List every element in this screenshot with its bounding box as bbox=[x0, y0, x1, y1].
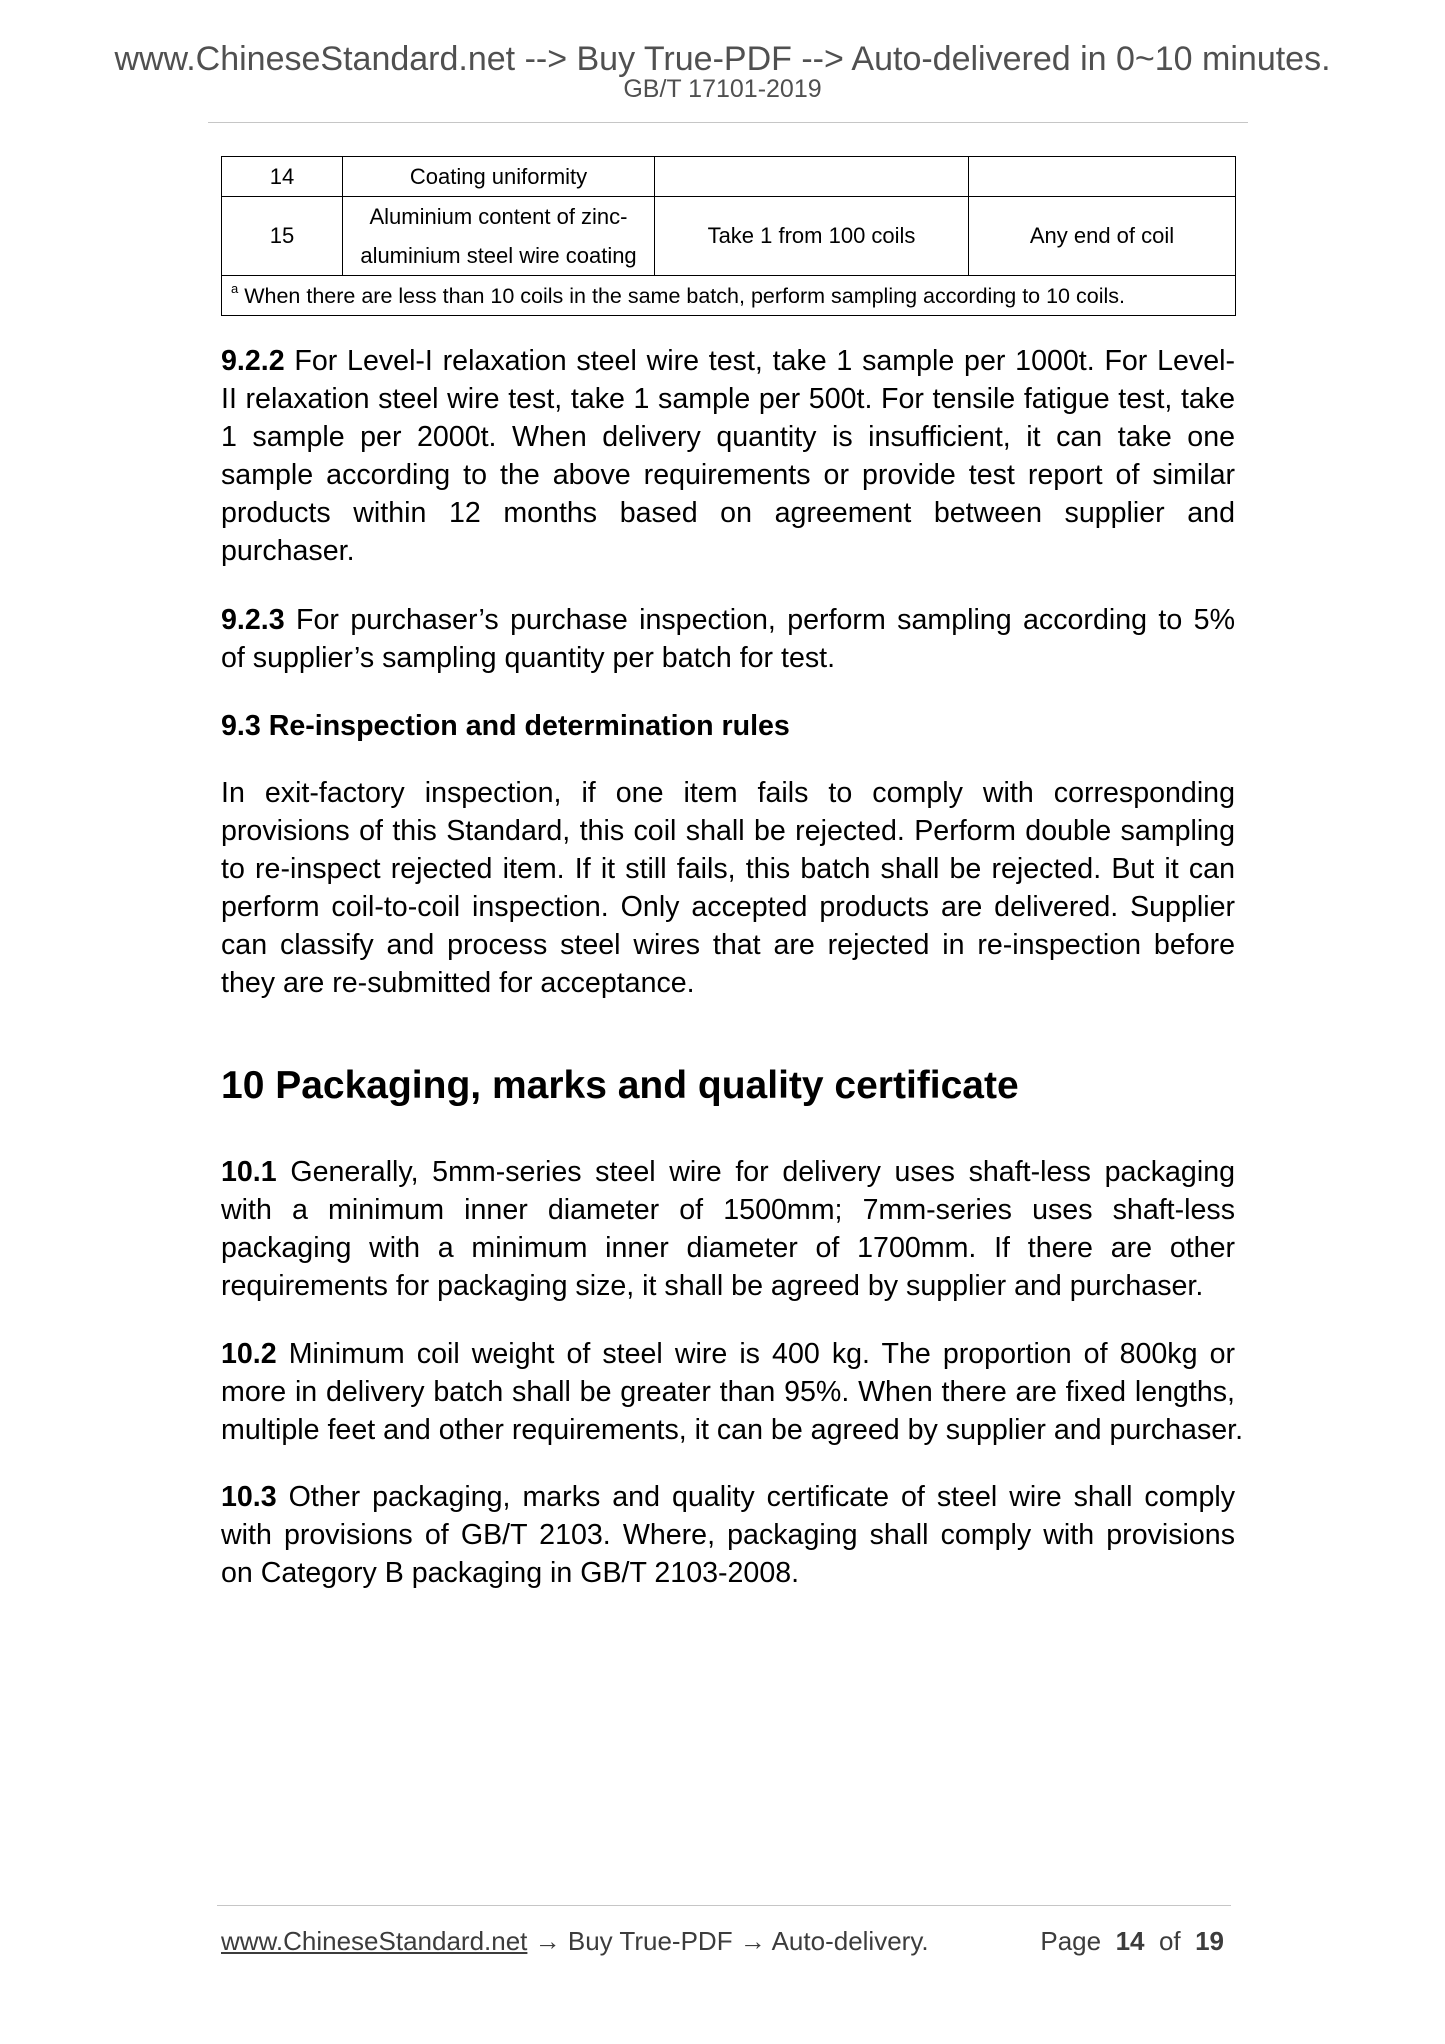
page-current: 14 bbox=[1115, 1926, 1145, 1956]
clause-9-3-body bbox=[221, 774, 1235, 1002]
paragraph-line: In exit-factory inspection, if one item fails to comply with corresponding bbox=[221, 777, 1235, 809]
clause-text: Other packaging, marks and quality certificate of steel wire shall comply bbox=[288, 1481, 1235, 1513]
paragraph-line: provisions of this Standard, this coil shall be rejected. Perform double sampling bbox=[221, 815, 1235, 847]
clause-number: 10.3 bbox=[221, 1481, 277, 1513]
clause-text: Generally, 5mm-series steel wire for delivery uses shaft-less packaging bbox=[290, 1156, 1235, 1188]
clause-9-2-2 bbox=[221, 342, 1235, 570]
clause-text: Minimum coil weight of steel wire is 400 kg. The proportion of 800kg or bbox=[288, 1338, 1235, 1370]
table-footnote-row bbox=[222, 276, 1236, 316]
clause-number: 10.2 bbox=[221, 1338, 277, 1370]
clause-text: For purchaser’s purchase inspection, perform sampling according to 5% bbox=[296, 604, 1235, 636]
clause-number: 9.2.3 bbox=[221, 604, 285, 636]
section-heading-10: 10 Packaging, marks and quality certificate bbox=[221, 1064, 1019, 1107]
paragraph-line: sample according to the above requirements or provide test report of similar bbox=[221, 459, 1235, 491]
footer-promo bbox=[221, 1925, 929, 1957]
table-row bbox=[222, 157, 1236, 197]
paragraph-line: they are re-submitted for acceptance. bbox=[221, 967, 695, 999]
clause-9-2-3 bbox=[221, 601, 1235, 677]
sampling-table bbox=[221, 156, 1236, 316]
document-number: GB/T 17101-2019 bbox=[623, 75, 822, 103]
paragraph-line: with provisions of GB/T 2103. Where, packaging shall comply with provisions bbox=[221, 1519, 1235, 1551]
footer-tagline: → Buy True-PDF → Auto-delivery. bbox=[534, 1926, 929, 1956]
page-total: 19 bbox=[1195, 1926, 1224, 1956]
sampling-position-cell bbox=[969, 157, 1236, 197]
paragraph-line: can classify and process steel wires that are rejected in re-inspection before bbox=[221, 929, 1235, 961]
item-number-cell: 14 bbox=[222, 157, 343, 197]
clause-10-2 bbox=[221, 1335, 1244, 1449]
footnote-text: When there are less than 10 coils in the same batch, perform sampling according to 10 coils. bbox=[244, 283, 1125, 308]
paragraph-line bbox=[221, 601, 1235, 639]
paragraph-line: 1 sample per 2000t. When delivery quantity is insufficient, it can take one bbox=[221, 421, 1235, 453]
paragraph-line: requirements for packaging size, it shall be agreed by supplier and purchaser. bbox=[221, 1270, 1204, 1302]
clause-text: For Level-I relaxation steel wire test, take 1 sample per 1000t. For Level- bbox=[294, 345, 1235, 377]
site-link[interactable]: www.ChineseStandard.net bbox=[221, 1926, 528, 1956]
paragraph-line bbox=[221, 1153, 1235, 1191]
paragraph-line bbox=[221, 1478, 1235, 1516]
footer-divider bbox=[217, 1905, 1231, 1906]
clause-number: 10.1 bbox=[221, 1156, 277, 1188]
test-item-cell: Aluminium content of zinc-aluminium steel wire coating bbox=[343, 197, 655, 276]
item-number-cell: 15 bbox=[222, 197, 343, 276]
paragraph-line: packaging with a minimum inner diameter of 1700mm. If there are other bbox=[221, 1232, 1235, 1264]
paragraph-line bbox=[221, 342, 1235, 380]
page-indicator bbox=[1040, 1925, 1224, 1957]
paragraph-line: multiple feet and other requirements, it can be agreed by supplier and purchaser. bbox=[221, 1414, 1244, 1446]
sampling-position-cell: Any end of coil bbox=[969, 197, 1236, 276]
paragraph-line: with a minimum inner diameter of 1500mm; 7mm-series uses shaft-less bbox=[221, 1194, 1235, 1226]
site-banner: www.ChineseStandard.net --> Buy True-PDF --> Auto-delivered in 0~10 minutes. bbox=[114, 40, 1331, 78]
clause-10-3 bbox=[221, 1478, 1235, 1592]
paragraph-line: of supplier’s sampling quantity per batch for test. bbox=[221, 642, 836, 674]
paragraph-line: more in delivery batch shall be greater than 95%. When there are fixed lengths, bbox=[221, 1376, 1235, 1408]
sampling-quantity-cell bbox=[655, 157, 969, 197]
clause-10-1 bbox=[221, 1153, 1235, 1305]
page-of-label: of bbox=[1158, 1926, 1181, 1956]
header-divider bbox=[208, 122, 1248, 123]
table-row bbox=[222, 197, 1236, 276]
paragraph-line: to re-inspect rejected item. If it still fails, this batch shall be rejected. But it can bbox=[221, 853, 1235, 885]
paragraph-line: II relaxation steel wire test, take 1 sample per 500t. For tensile fatigue test, take bbox=[221, 383, 1235, 415]
footnote-marker: a bbox=[231, 280, 239, 296]
paragraph-line bbox=[221, 1335, 1235, 1373]
clause-number: 9.2.2 bbox=[221, 345, 285, 377]
paragraph-line: on Category B packaging in GB/T 2103-2008. bbox=[221, 1557, 800, 1589]
table-footnote bbox=[222, 276, 1236, 316]
page-label: Page bbox=[1040, 1926, 1102, 1956]
paragraph-line: purchaser. bbox=[221, 535, 355, 567]
paragraph-line: products within 12 months based on agreement between supplier and bbox=[221, 497, 1235, 529]
test-item-cell: Coating uniformity bbox=[343, 157, 655, 197]
sampling-quantity-cell: Take 1 from 100 coils bbox=[655, 197, 969, 276]
clause-heading-9-3: 9.3 Re-inspection and determination rules bbox=[221, 710, 790, 742]
paragraph-line: perform coil-to-coil inspection. Only accepted products are delivered. Supplier bbox=[221, 891, 1235, 923]
